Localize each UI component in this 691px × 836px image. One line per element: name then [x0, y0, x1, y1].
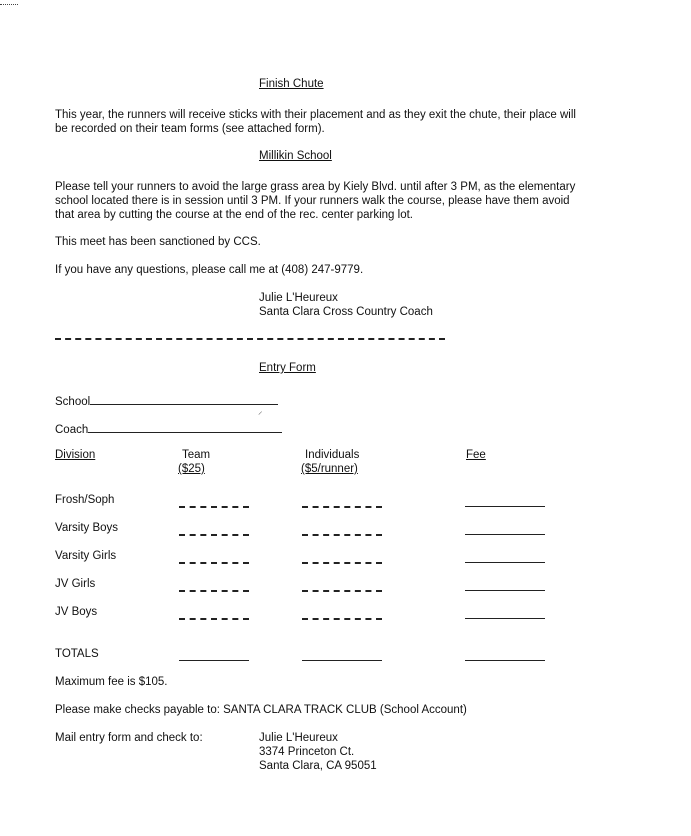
payable-text: Please make checks payable to: SANTA CLARA TRACK CLUB (School Account)	[55, 704, 467, 716]
individuals-blank[interactable]	[302, 618, 382, 620]
team-price: ($25)	[178, 463, 205, 475]
entry-form-heading: Entry Form	[259, 362, 316, 374]
individuals-blank[interactable]	[302, 534, 382, 536]
team-header: Team	[182, 449, 211, 461]
millikin-heading: Millikin School	[259, 150, 332, 162]
fee-header: Fee	[466, 449, 486, 461]
division-label: JV Girls	[55, 578, 96, 590]
team-blank[interactable]	[179, 506, 249, 508]
division-header: Division	[55, 449, 96, 461]
finish-chute-text: This year, the runners will receive sticks with their placement and as they exit the chute, their place will be recorded on their team forms (see attached form).	[55, 109, 576, 135]
individuals-blank[interactable]	[302, 590, 382, 592]
division-label: Varsity Girls	[55, 550, 117, 562]
team-blank[interactable]	[179, 590, 249, 592]
finish-chute-heading: Finish Chute	[259, 78, 324, 90]
mail-label: Mail entry form and check to:	[55, 732, 203, 744]
coach-field[interactable]	[55, 420, 282, 436]
fee-total-blank[interactable]	[465, 660, 545, 661]
fee-blank[interactable]	[465, 590, 545, 591]
fee-blank[interactable]	[465, 562, 545, 563]
signature-title: Santa Clara Cross Country Coach	[259, 306, 433, 318]
team-total-blank[interactable]	[179, 660, 249, 661]
coach-blank[interactable]	[88, 420, 282, 433]
scan-mark	[0, 0, 18, 5]
mail-city: Santa Clara, CA 95051	[259, 760, 377, 772]
team-blank[interactable]	[179, 534, 249, 536]
separator-line	[55, 338, 445, 340]
mail-street: 3374 Princeton Ct.	[259, 746, 355, 758]
individuals-total-blank[interactable]	[302, 660, 382, 661]
team-blank[interactable]	[179, 618, 249, 620]
division-label: Frosh/Soph	[55, 494, 115, 506]
max-fee-text: Maximum fee is $105.	[55, 676, 168, 688]
school-label: School	[55, 396, 91, 408]
questions-text: If you have any questions, please call me at (408) 247-9779.	[55, 264, 364, 276]
division-label: JV Boys	[55, 606, 98, 618]
individuals-blank[interactable]	[302, 562, 382, 564]
signature-name: Julie L'Heureux	[259, 292, 338, 304]
coach-label: Coach	[55, 424, 89, 436]
mail-name: Julie L'Heureux	[259, 732, 338, 744]
totals-label: TOTALS	[55, 648, 99, 660]
school-field[interactable]	[55, 392, 278, 408]
fee-blank[interactable]	[465, 618, 545, 619]
division-label: Varsity Boys	[55, 522, 119, 534]
individuals-blank[interactable]	[302, 506, 382, 508]
stray-mark: ⸝	[258, 406, 263, 416]
individuals-price: ($5/runner)	[301, 463, 358, 475]
fee-blank[interactable]	[465, 506, 545, 507]
individuals-header: Individuals	[305, 449, 360, 461]
school-blank[interactable]	[90, 392, 278, 405]
team-blank[interactable]	[179, 562, 249, 564]
millikin-text: Please tell your runners to avoid the large grass area by Kiely Blvd. until after 3 PM, as the elementary school located there is in session until 3 PM. If your runners walk the course, please have them avoid that area by cutting the course at the end of the rec. center parking lot.	[55, 181, 576, 221]
sanction-text: This meet has been sanctioned by CCS.	[55, 236, 261, 248]
fee-blank[interactable]	[465, 534, 545, 535]
